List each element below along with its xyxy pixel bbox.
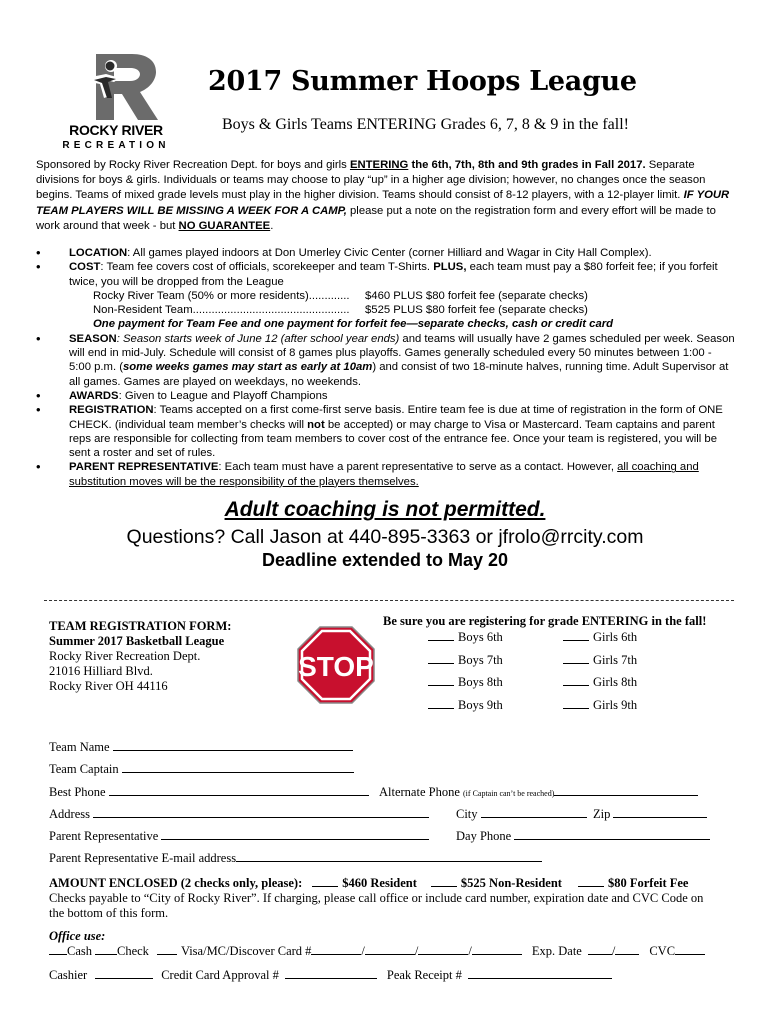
best-phone-field[interactable]: Best Phone (49, 785, 369, 800)
form-address-line-2: 21016 Hilliard Blvd. (49, 664, 153, 678)
logo-subtitle: RECREATION (62, 140, 170, 151)
grade-option-boys-8[interactable]: Boys 8th (428, 671, 503, 694)
team-name-field[interactable]: Team Name (49, 740, 353, 755)
day-phone-input[interactable] (514, 829, 710, 840)
details-list (36, 246, 736, 489)
check-line[interactable] (95, 944, 117, 955)
parent-rep-label: PARENT REPRESENTATIVE (69, 461, 219, 474)
intro-text-3: please put a note on the registration form and every effort will be made to work around that week - but (36, 204, 716, 232)
fee-table (69, 289, 736, 332)
fee-resident-label: Rocky River Team (50% or more residents)............. (93, 289, 350, 302)
team-captain-field[interactable]: Team Captain (49, 762, 354, 777)
logo-r-graphic (56, 52, 176, 122)
zip-input[interactable] (613, 807, 707, 818)
grade-option-boys-9[interactable]: Boys 9th (428, 694, 503, 717)
cashier-input[interactable] (95, 968, 153, 979)
boys-grade-options (428, 626, 503, 716)
cvc-input[interactable] (675, 944, 705, 955)
cost-plus: PLUS, (433, 261, 467, 274)
checkbox-line[interactable] (563, 630, 589, 641)
zip-field[interactable]: Zip (593, 807, 707, 822)
card-number-input-4[interactable] (472, 944, 522, 955)
list-item-awards (36, 389, 736, 403)
amount-resident: $460 Resident (342, 876, 417, 890)
card-number-input-3[interactable] (418, 944, 468, 955)
stop-sign-icon (297, 626, 375, 704)
intro-grades: the 6th, 7th, 8th and 9th grades in Fall 2017. (408, 159, 646, 171)
form-heading: TEAM REGISTRATION FORM: (49, 619, 232, 633)
resident-check-line[interactable] (312, 876, 338, 887)
office-use-heading: Office use: (49, 929, 106, 943)
girls-grade-options (563, 626, 637, 716)
intro-text-2: Separate divisions for boys & girls. Individuals or teams may choose to play “up” in a higher age division; however, no changes once the season begins. Teams of mixed grade levels must play in the higher division. Teams should consist of 8-12 players, with a 12-player limit. (36, 159, 706, 202)
registration-label: REGISTRATION (69, 404, 154, 417)
intro-no-guarantee: NO GUARANTEE (178, 219, 271, 232)
address-field[interactable]: Address (49, 807, 429, 822)
grade-option-boys-7[interactable]: Boys 7th (428, 649, 503, 672)
amount-forfeit: $80 Forfeit Fee (607, 876, 689, 890)
season-text-2: ) and consist of two 18-minute halves, running time. Adult Supervisor at all games. Games are played on weekdays, no weekends. (69, 361, 729, 388)
registration-text: : Teams accepted on a first come-first serve basis. Entire team fee is due at time of registration in the form of ONE CHECK. (individual team member’s checks will (69, 404, 723, 431)
parent-rep-text: : Each team must have a parent representative to serve as a contact. However, (218, 461, 618, 474)
office-receipt-row: Cashier Credit Card Approval # Peak Receipt # (49, 968, 612, 983)
season-early-note: some weeks games may start as early at 10am (123, 361, 373, 374)
cash-line[interactable] (49, 944, 67, 955)
page-title: 2017 Summer Hoops League (208, 66, 637, 97)
fee-nonresident-amount: $525 PLUS $80 forfeit fee (separate checks) (365, 304, 588, 317)
checkbox-line[interactable] (428, 630, 454, 641)
form-address-line-1: Rocky River Recreation Dept. (49, 649, 201, 663)
cost-text: : Team fee covers cost of officials, scorekeeper and team T-Shirts. (100, 261, 434, 274)
intro-paragraph (36, 158, 736, 234)
awards-text: : Given to League and Playoff Champions (118, 389, 328, 402)
adult-coaching-notice: Adult coaching is not permitted. (224, 498, 546, 521)
fee-resident-amount: $460 PLUS $80 forfeit fee (separate checks) (365, 289, 588, 302)
intro-text-1: Sponsored by Rocky River Recreation Dept. for boys and girls (36, 159, 350, 171)
parent-rep-field[interactable]: Parent Representative (49, 829, 429, 844)
season-text: and teams will usually have 2 games scheduled per week. Season will end in mid-July. Schedule will consist of 8 games plus playoffs. Games generally scheduled every 50 minutes between 1:00 - 5:00 p.m. ( (69, 332, 735, 374)
card-number-input-1[interactable] (311, 944, 361, 955)
grade-option-girls-8[interactable]: Girls 8th (563, 671, 637, 694)
best-phone-input[interactable] (109, 785, 369, 796)
list-item-location (36, 246, 736, 260)
awards-label: AWARDS (69, 389, 119, 402)
day-phone-field[interactable]: Day Phone (456, 829, 710, 844)
stop-sign-text: STOP (298, 651, 374, 682)
grade-option-boys-6[interactable]: Boys 6th (428, 626, 503, 649)
season-label: SEASON (69, 332, 117, 345)
forfeit-check-line[interactable] (578, 876, 604, 887)
grade-option-girls-7[interactable]: Girls 7th (563, 649, 637, 672)
rocky-river-logo (56, 52, 176, 156)
grade-option-girls-6[interactable]: Girls 6th (563, 626, 637, 649)
season-start: : Season starts week of June 12 (after school year ends) (116, 332, 400, 345)
cost-text-2: each team must pay a $80 forfeit fee; if you forfeit twice, you will be dropped from the League (69, 261, 718, 288)
fee-payment-note: One payment for Team Fee and one payment for forfeit fee—separate checks, cash or credit card (93, 318, 614, 331)
fee-row-nonresident (93, 303, 736, 317)
form-address-line-3: Rocky River OH 44116 (49, 679, 168, 693)
registration-text-2: be accepted) or may charge to Visa or Mastercard. Team captains and parent reps are responsible for collecting from team members to cover cost of the entrance fee. Once your team is registered, you will be sent a roster and set of rules. (69, 418, 717, 460)
parent-rep-coaching-note: all coaching and substitution moves will be the responsibility of the players themselves. (69, 461, 699, 488)
location-label: LOCATION (69, 247, 128, 259)
checkbox-line[interactable] (563, 653, 589, 664)
grade-option-girls-9[interactable]: Girls 9th (563, 694, 637, 717)
amount-label: AMOUNT ENCLOSED (2 checks only, please): (49, 876, 303, 890)
exp-month-input[interactable] (588, 944, 612, 955)
cost-label: COST (69, 261, 101, 274)
card-line[interactable] (157, 944, 177, 955)
location-text: : All games played indoors at Don Umerley Civic Center (corner Hilliard and Wagar in City Hall Complex). (127, 247, 652, 259)
list-item-cost (36, 260, 736, 331)
list-item-season (36, 332, 736, 389)
fee-row-resident (93, 289, 736, 303)
amount-row (49, 876, 721, 891)
amount-nonresident: $525 Non-Resident (460, 876, 562, 890)
checkbox-line[interactable] (428, 675, 454, 686)
alternate-phone-field[interactable]: Alternate Phone (if Captain can’t be reached) (379, 785, 698, 800)
list-item-registration (36, 403, 736, 460)
parent-email-field[interactable]: Parent Representative E-mail address (49, 851, 542, 866)
card-number-input-2[interactable] (365, 944, 415, 955)
alternate-phone-input[interactable] (554, 785, 698, 796)
intro-missing-warning: IF YOUR TEAM PLAYERS WILL BE MISSING A WEEK FOR A CAMP, (36, 189, 730, 217)
cc-approval-input[interactable] (285, 968, 377, 979)
team-name-input[interactable] (113, 740, 353, 751)
cut-line-divider (44, 600, 734, 601)
amount-enclosed-section (49, 876, 721, 921)
fee-nonresident-label: Non-Resident Team.................................................. (93, 304, 350, 317)
exp-year-input[interactable] (615, 944, 639, 955)
deadline-notice: Deadline extended to May 20 (261, 550, 509, 570)
city-input[interactable] (481, 807, 587, 818)
peak-receipt-input[interactable] (468, 968, 612, 979)
form-address-block (49, 619, 231, 694)
team-captain-input[interactable] (122, 762, 354, 773)
registration-not: not (307, 418, 325, 431)
nonresident-check-line[interactable] (431, 876, 457, 887)
questions-contact: Questions? Call Jason at 440-895-3363 or jfrolo@rrcity.com (126, 526, 644, 548)
address-input[interactable] (93, 807, 429, 818)
checks-payable-note: Checks payable to “City of Rocky River”. If charging, please call office or include card number, expiration date and CVC Code on the bottom of this form. (49, 891, 704, 920)
checkbox-line[interactable] (563, 698, 589, 709)
checkbox-line[interactable] (428, 698, 454, 709)
checkbox-line[interactable] (563, 675, 589, 686)
page-subtitle: Boys & Girls Teams ENTERING Grades 6, 7, 8 & 9 in the fall! (222, 116, 629, 133)
list-item-parent-rep (36, 460, 736, 489)
form-league: Summer 2017 Basketball League (49, 634, 225, 648)
checkbox-line[interactable] (428, 653, 454, 664)
logo-name: ROCKY RIVER (69, 122, 163, 138)
city-field[interactable]: City (456, 807, 587, 822)
office-payment-row: Cash Check Visa/MC/Discover Card # / / / Exp. Date / CVC (49, 944, 705, 959)
grade-heading: Be sure you are registering for grade ENTERING in the fall! (383, 614, 707, 628)
parent-email-input[interactable] (236, 851, 542, 862)
parent-rep-input[interactable] (161, 829, 429, 840)
intro-entering: ENTERING (349, 159, 409, 171)
intro-text-4: . (270, 219, 274, 232)
